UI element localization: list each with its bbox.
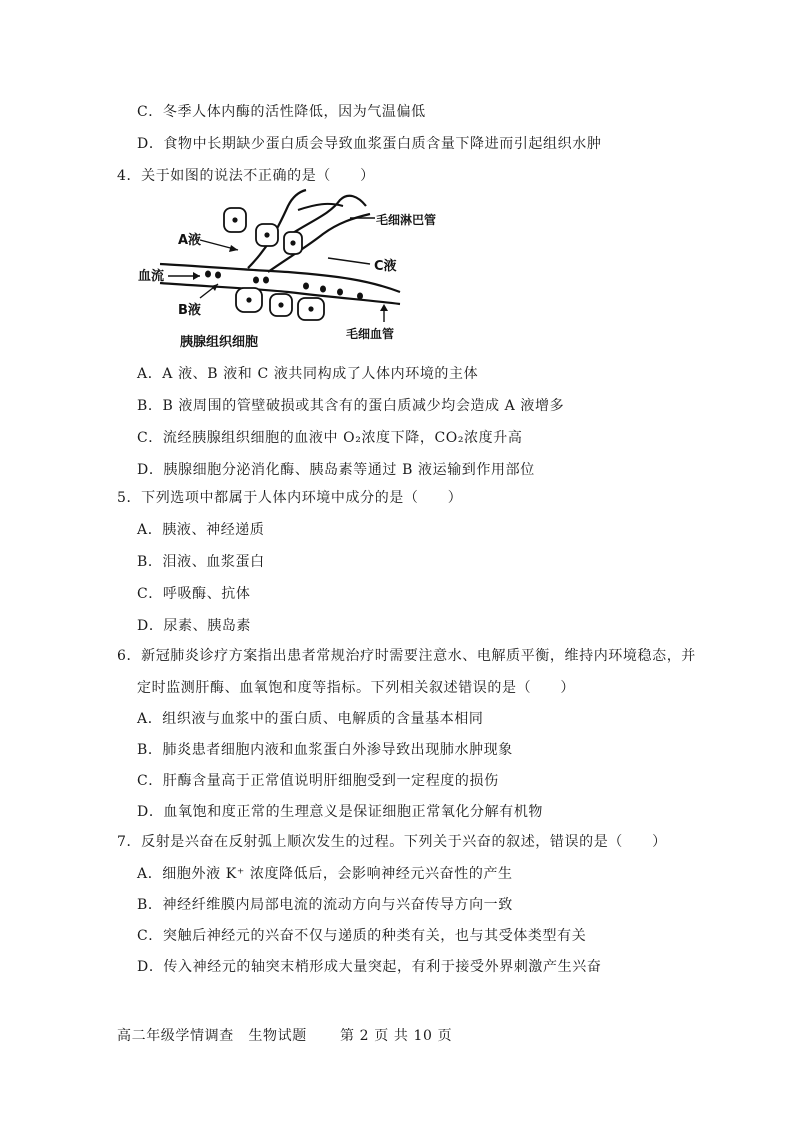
label-c-liquid: C液	[374, 259, 397, 274]
option-5a: A．胰液、神经递质	[137, 522, 265, 538]
option-6b: B．肺炎患者细胞内液和血浆蛋白外渗导致出现肺水肿现象	[137, 742, 513, 758]
option-7b: B．神经纤维膜内局部电流的流动方向与兴奋传导方向一致	[137, 897, 513, 913]
footer-page-info: 第 2 页 共 10 页	[340, 1028, 453, 1044]
label-blood-capillary: 毛细血管	[346, 327, 395, 341]
option-7a: A．细胞外液 K⁺ 浓度降低后，会影响神经元兴奋性的产生	[137, 866, 513, 882]
option-4c: C．流经胰腺组织细胞的血液中 O₂浓度下降，CO₂浓度升高	[137, 430, 523, 446]
question-7-stem: 7．反射是兴奋在反射弧上顺次发生的过程。下列关于兴奋的叙述，错误的是（ ）	[117, 834, 667, 850]
label-a-liquid: A液	[178, 233, 202, 248]
option-3d: D．食物中长期缺少蛋白质会导致血浆蛋白质含量下降进而引起组织水肿	[137, 136, 602, 152]
lymph-capillary-top	[298, 204, 343, 210]
body-fluid-diagram	[138, 188, 437, 350]
option-7d: D．传入神经元的轴突末梢形成大量突起，有利于接受外界刺激产生兴奋	[137, 959, 602, 975]
option-4d: D．胰腺细胞分泌消化酶、胰岛素等通过 B 液运输到作用部位	[137, 462, 535, 478]
label-pancreas-cell: 胰腺组织细胞	[180, 335, 259, 350]
option-6d: D．血氧饱和度正常的生理意义是保证细胞正常氧化分解有机物	[137, 804, 544, 820]
question-6-stem-line2: 定时监测肝酶、血氧饱和度等指标。下列相关叙述错误的是（ ）	[137, 680, 575, 696]
option-4b: B．B 液周围的管壁破损或其含有的蛋白质减少均会造成 A 液增多	[137, 398, 565, 414]
option-6a: A．组织液与血浆中的蛋白质、电解质的含量基本相同	[137, 711, 484, 727]
question-6-stem-line1: 6．新冠肺炎诊疗方案指出患者常规治疗时需要注意水、电解质平衡，维持内环境稳态，并	[117, 648, 696, 664]
label-lymph-capillary: 毛细淋巴管	[376, 213, 437, 227]
option-5d: D．尿素、胰岛素	[137, 618, 252, 634]
option-7c: C．突触后神经元的兴奋不仅与递质的种类有关，也与其受体类型有关	[137, 928, 587, 944]
option-3c: C．冬季人体内酶的活性降低，因为气温偏低	[137, 104, 426, 120]
tissue-cells	[224, 208, 324, 320]
question-4-stem: 4．关于如图的说法不正确的是（ ）	[117, 168, 375, 184]
option-5c: C．呼吸酶、抗体	[137, 586, 251, 602]
label-b-liquid: B液	[178, 303, 201, 318]
label-blood-flow: 血流	[138, 269, 165, 284]
footer-title: 高二年级学情调查 生物试题	[117, 1028, 307, 1044]
question-5-stem: 5．下列选项中都属于人体内环境中成分的是（ ）	[117, 490, 463, 506]
option-4a: A．A 液、B 液和 C 液共同构成了人体内环境的主体	[137, 366, 479, 382]
option-5b: B．泪液、血浆蛋白	[137, 554, 265, 570]
option-6c: C．肝酶含量高于正常值说明肝细胞受到一定程度的损伤	[137, 773, 499, 789]
